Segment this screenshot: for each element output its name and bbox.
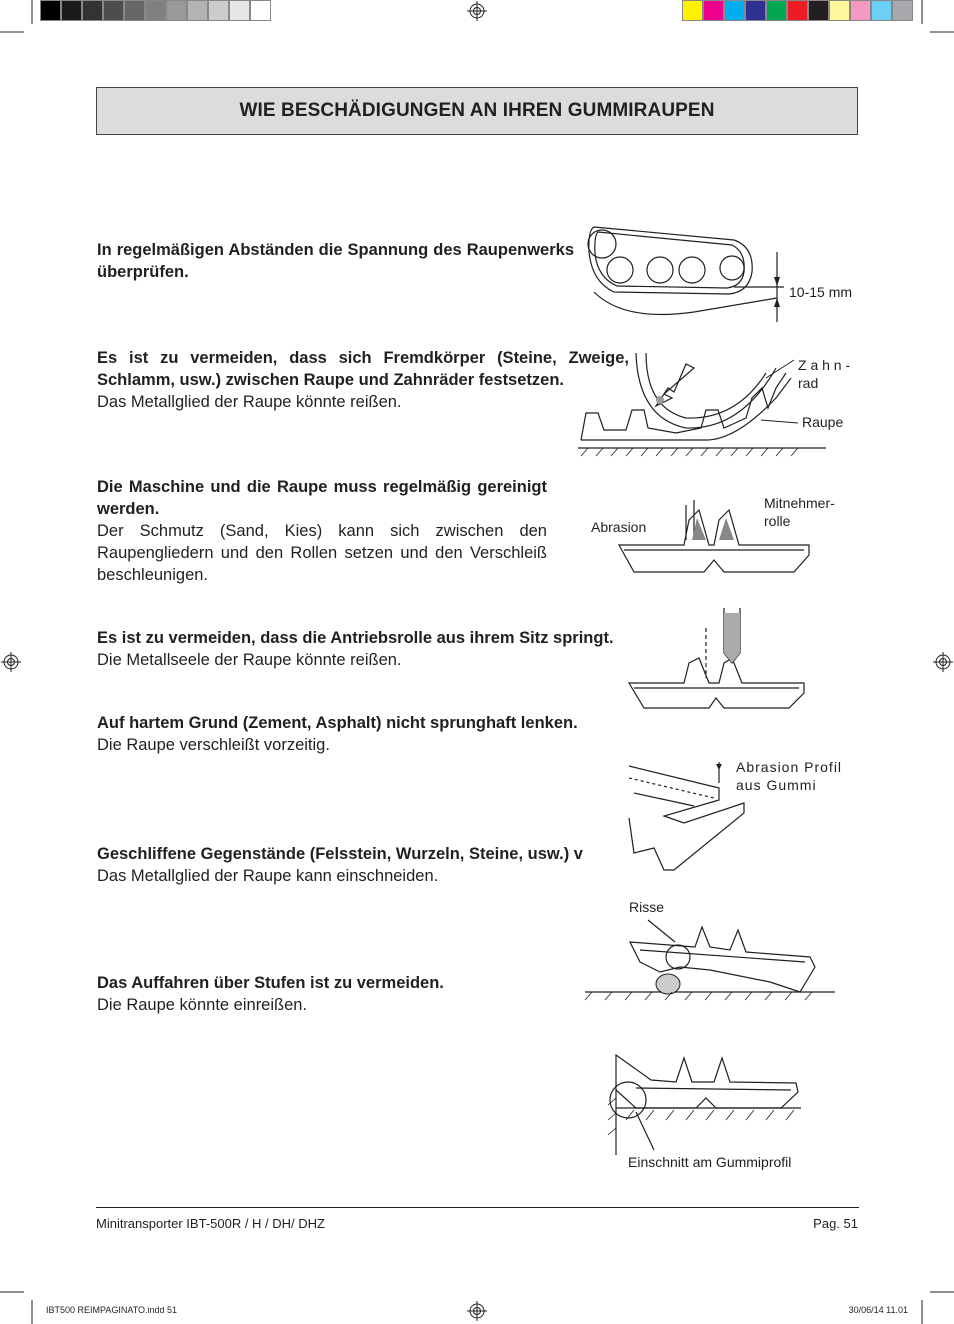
profile-abrasion-label: Abrasion Profil aus Gummi <box>736 759 843 793</box>
section-drive-roller <box>97 627 697 671</box>
section-text: Die Metallseele der Raupe könnte reißen. <box>97 651 402 669</box>
cut-profile-label: Einschnitt am Gummiprofil <box>628 1154 792 1170</box>
section-text: Die Raupe könnte einreißen. <box>97 996 308 1014</box>
section-heading: Geschliffene Gegenstände (Felsstein, Wurzeln, Steine, usw.) v <box>97 845 583 863</box>
section-heading: Es ist zu vermeiden, dass sich Fremdkörper (Steine, Zweige, Schlamm, usw.) zwischen Raupe und Zahnräder festsetzen. <box>97 349 629 389</box>
section-text: Die Raupe verschleißt vorzeitig. <box>97 736 330 754</box>
sprocket-label: Z a h n - rad <box>798 357 851 391</box>
registration-mark-icon <box>467 1 487 21</box>
guide-roller-label: Mitnehmer-rolle <box>764 495 835 529</box>
section-heading: Die Maschine und die Raupe muss regelmäßig gereinigt werden. <box>97 478 547 518</box>
section-steps <box>97 972 567 1016</box>
section-heading: Auf hartem Grund (Zement, Asphalt) nicht sprunghaft lenken. <box>97 714 578 732</box>
footer-divider <box>96 1207 859 1208</box>
tension-label: 10-15 mm <box>789 284 853 300</box>
section-tension <box>97 239 574 283</box>
section-cleaning <box>97 476 547 586</box>
profile-abrasion-figure <box>624 758 749 873</box>
cut-profile-figure <box>606 1050 806 1160</box>
track-tension-figure <box>584 222 784 322</box>
footer-model: Minitransporter IBT-500R / H / DH/ DHZ <box>96 1216 325 1231</box>
page-title: WIE BESCHÄDIGUNGEN AN IHREN GUMMIRAUPEN <box>239 100 715 121</box>
cracks-figure <box>580 912 840 1012</box>
section-sharp-objects <box>97 843 637 887</box>
cracks-label: Risse <box>629 899 665 915</box>
section-foreign-bodies <box>97 347 629 413</box>
section-steering <box>97 712 657 756</box>
drive-roller-figure <box>624 608 809 713</box>
track-label: Raupe <box>802 414 844 430</box>
section-heading: Es ist zu vermeiden, dass die Antriebsrolle aus ihrem Sitz springt. <box>97 629 614 647</box>
page-title-box <box>96 87 858 135</box>
section-heading: Das Auffahren über Stufen ist zu vermeiden. <box>97 974 444 992</box>
section-text: Das Metallglied der Raupe kann einschneiden. <box>97 867 439 885</box>
section-heading: In regelmäßigen Abständen die Spannung des Raupenwerks überprüfen. <box>97 241 574 281</box>
section-text: Das Metallglied der Raupe könnte reißen. <box>97 393 402 411</box>
slug-date: 30/06/14 11.01 <box>848 1305 908 1315</box>
abrasion-label: Abrasion <box>591 519 647 535</box>
footer-page-number: Pag. 51 <box>813 1216 858 1231</box>
slug-file: IBT500 REIMPAGINATO.indd 51 <box>46 1305 178 1315</box>
sprocket-figure <box>576 348 836 463</box>
section-text: Der Schmutz (Sand, Kies) kann sich zwischen den Raupengliedern und den Rollen setzen und den Verschleiß beschleunigen. <box>97 522 547 584</box>
